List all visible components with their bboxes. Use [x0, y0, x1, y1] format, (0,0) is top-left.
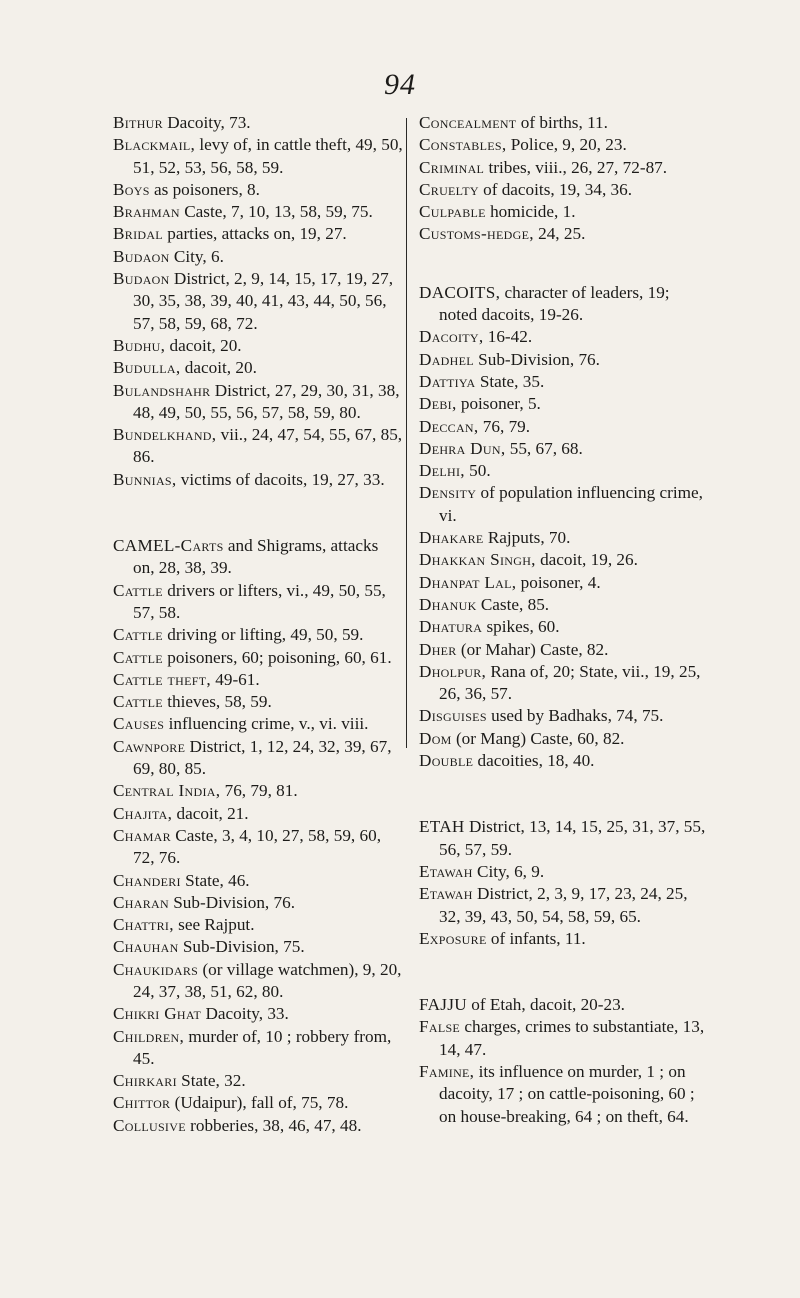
index-entry: [419, 572, 709, 594]
entry-headword: Dhanpat Lal,: [419, 572, 517, 592]
entry-references: poisoners, 60; poisoning, 60, 61.: [162, 647, 392, 667]
index-entry: [419, 179, 709, 201]
entry-headword: Customs-hedge,: [419, 224, 534, 244]
index-entry: [113, 870, 403, 892]
index-entry: [113, 268, 403, 335]
entry-references: (or Mang) Caste, 60, 82.: [451, 728, 625, 748]
entry-references: State, 35.: [475, 371, 545, 391]
entry-headword: Criminal: [419, 157, 485, 177]
index-entry: [419, 928, 709, 950]
index-entry: [113, 357, 403, 379]
entry-headword: Central India,: [113, 781, 221, 801]
entry-references: its influence on murder, 1 ; on dacoity, 17 ; on cattle-poisoning, 60 ; on house-breaking, 64 ; on theft, 64.: [439, 1061, 695, 1126]
index-entry: [419, 282, 709, 327]
entry-headword: Delhi,: [419, 461, 465, 481]
entry-references: of births, 11.: [516, 113, 608, 132]
entry-headword: Cawnpore: [113, 736, 186, 756]
entry-references: thieves, 58, 59.: [162, 692, 272, 712]
index-entry: [419, 157, 709, 179]
entry-headword: Famine,: [419, 1061, 475, 1081]
entry-headword: Cattle: [113, 647, 163, 667]
index-entry: [419, 994, 709, 1016]
index-entry: [419, 639, 709, 661]
entry-headword: Chittor: [113, 1093, 171, 1113]
entry-references: Caste, 3, 4, 10, 27, 58, 59, 60, 72, 76.: [133, 825, 381, 868]
entry-references: dacoit, 21.: [172, 803, 249, 823]
index-entry: [113, 179, 403, 201]
section-gap: [113, 491, 403, 535]
entry-references: homicide, 1.: [485, 202, 576, 222]
entry-headword: Brahman: [113, 202, 180, 222]
entry-headword: Chamar: [113, 825, 171, 845]
entry-headword: Bunnias,: [113, 469, 177, 489]
entry-headword: Dhanuk: [419, 594, 477, 614]
entry-headword: ETAH: [419, 817, 465, 837]
entry-headword: Cattle: [113, 625, 163, 645]
entry-headword: Dhakkan Singh,: [419, 550, 536, 570]
entry-headword: Bulandshahr: [113, 380, 211, 400]
entry-references: Caste, 7, 10, 13, 58, 59, 75.: [179, 202, 373, 222]
entry-references: Sub-Division, 76.: [473, 349, 600, 369]
index-entry: [419, 705, 709, 727]
entry-headword: Disguises: [419, 706, 487, 726]
index-entry: [113, 1003, 403, 1025]
entry-references: Sub-Division, 75.: [178, 937, 305, 957]
index-entry: [113, 112, 403, 134]
index-entry: [419, 416, 709, 438]
entry-references: District, 13, 14, 15, 25, 31, 37, 55, 56, 57, 59.: [439, 817, 706, 859]
entry-references: charges, crimes to substantiate, 13, 14, 47.: [439, 1017, 705, 1059]
entry-headword: Double: [419, 751, 474, 771]
entry-headword: Cattle: [113, 692, 163, 712]
entry-references: Sub-Division, 76.: [168, 892, 295, 912]
index-entry: [113, 335, 403, 357]
entry-headword: Bridal: [113, 224, 163, 244]
index-entry: [419, 1061, 709, 1128]
entry-references: (Udaipur), fall of, 75, 78.: [170, 1093, 349, 1113]
entry-references: State, 32.: [176, 1071, 246, 1091]
index-entry: [113, 469, 403, 491]
entry-headword: Dholpur,: [419, 661, 487, 681]
entry-references: (or Mahar) Caste, 82.: [456, 639, 609, 659]
index-entry: [113, 1026, 403, 1071]
entry-references: driving or lifting, 49, 50, 59.: [162, 625, 364, 645]
entry-references: vii., 24, 47, 54, 55, 67, 85, 86.: [133, 425, 403, 467]
entry-references: 16-42.: [483, 327, 533, 347]
index-entry: [113, 201, 403, 223]
entry-references: City, 6.: [169, 246, 224, 266]
entry-headword: Deccan,: [419, 416, 479, 436]
entry-references: tribes, viii., 26, 27, 72-87.: [484, 157, 668, 177]
entry-references: Rana of, 20; State, vii., 19, 25, 26, 36, 57.: [439, 661, 701, 704]
entry-references: dacoit, 20.: [165, 335, 242, 355]
index-entry: [419, 223, 709, 245]
index-entry: [419, 728, 709, 750]
index-entry: [113, 134, 403, 179]
index-entry: [419, 134, 709, 156]
entry-headword: Cattle: [113, 580, 163, 600]
index-entry: [419, 326, 709, 348]
index-entry: [419, 112, 709, 134]
entry-references: influencing crime, v., vi. viii.: [164, 714, 369, 734]
index-entry: [113, 223, 403, 245]
entry-references: 49-61.: [210, 669, 260, 689]
index-entry: [113, 736, 403, 781]
entry-headword: Density: [419, 483, 477, 503]
entry-headword: Dehra Dun,: [419, 438, 506, 458]
entry-headword: Etawah: [419, 861, 473, 881]
entry-references: Dacoity, 33.: [201, 1004, 289, 1024]
index-entry: [113, 959, 403, 1004]
entry-headword: FAJJU: [419, 995, 467, 1015]
entry-headword: Dacoity,: [419, 327, 484, 347]
index-entry: [419, 527, 709, 549]
index-entry: [113, 624, 403, 646]
entry-references: 55, 67, 68.: [505, 438, 583, 458]
index-column-right: [419, 112, 709, 1128]
entry-headword: Exposure: [419, 928, 487, 948]
entry-headword: Dadhel: [419, 349, 474, 369]
entry-headword: Cattle theft,: [113, 669, 211, 689]
entry-references: levy of, in cattle theft, 49, 50, 51, 52, 53, 56, 58, 59.: [133, 135, 403, 177]
entry-references: Police, 9, 20, 23.: [506, 135, 627, 155]
entry-headword: Causes: [113, 714, 165, 734]
entry-headword: Budulla,: [113, 358, 181, 378]
entry-headword: Constables,: [419, 135, 507, 155]
index-entry: [419, 816, 709, 861]
index-entry: [419, 549, 709, 571]
entry-references: spikes, 60.: [482, 617, 560, 637]
entry-references: State, 46.: [180, 870, 250, 890]
index-entry: [113, 669, 403, 691]
entry-references: as poisoners, 8.: [149, 179, 260, 199]
entry-headword: Chajita,: [113, 803, 173, 823]
entry-headword: False: [419, 1017, 461, 1037]
entry-references: and Shigrams, attacks on, 28, 38, 39.: [133, 536, 379, 578]
section-gap: [419, 950, 709, 994]
entry-headword: Debi,: [419, 394, 457, 414]
entry-headword: Concealment: [419, 113, 517, 132]
index-entry: [419, 482, 709, 527]
entry-headword: Dattiya: [419, 371, 476, 391]
index-entry: [113, 825, 403, 870]
section-gap: [419, 772, 709, 816]
entry-references: dacoities, 18, 40.: [473, 751, 595, 771]
entry-references: dacoit, 20.: [180, 358, 257, 378]
index-entry: [419, 1016, 709, 1061]
index-entry: [419, 861, 709, 883]
entry-references: Dacoity, 73.: [162, 113, 251, 132]
entry-references: dacoit, 19, 26.: [535, 550, 638, 570]
entry-references: poisoner, 4.: [516, 572, 601, 592]
entry-headword: Chaukidars: [113, 959, 199, 979]
index-entry: [113, 647, 403, 669]
index-entry: [113, 380, 403, 425]
entry-references: District, 27, 29, 30, 31, 38, 48, 49, 50, 55, 56, 57, 58, 59, 80.: [133, 380, 400, 422]
entry-references: Rajputs, 70.: [483, 528, 571, 548]
index-entry: [419, 349, 709, 371]
index-entry: [419, 393, 709, 415]
index-entry: [419, 460, 709, 482]
index-entry: [419, 616, 709, 638]
page-number: 94: [384, 68, 416, 101]
entry-references: victims of dacoits, 19, 27, 33.: [176, 469, 385, 489]
entry-headword: Dhakare: [419, 528, 484, 548]
entry-headword: Chikri Ghat: [113, 1004, 202, 1024]
entry-references: used by Badhaks, 74, 75.: [486, 706, 664, 726]
entry-headword: Etawah: [419, 884, 473, 904]
entry-headword: Chirkari: [113, 1071, 177, 1091]
entry-headword: Budaon: [113, 246, 170, 266]
entry-references: parties, attacks on, 19, 27.: [162, 224, 347, 244]
entry-references: District, 2, 3, 9, 17, 23, 24, 25, 32, 39, 43, 50, 54, 58, 59, 65.: [439, 884, 688, 926]
entry-headword: Culpable: [419, 202, 486, 222]
entry-headword: CAMEL-Carts: [113, 536, 224, 556]
column-divider: [406, 118, 407, 748]
index-entry: [419, 438, 709, 460]
index-entry: [419, 883, 709, 928]
entry-headword: Budhu,: [113, 335, 166, 355]
index-entry: [419, 371, 709, 393]
entry-references: of Etah, dacoit, 20-23.: [466, 995, 625, 1015]
entry-references: murder of, 10 ; robbery from, 45.: [133, 1026, 392, 1068]
index-entry: [113, 246, 403, 268]
entry-references: character of leaders, 19; noted dacoits, 19-26.: [439, 282, 670, 325]
entry-headword: Chanderi: [113, 870, 181, 890]
index-entry: [113, 914, 403, 936]
section-gap: [419, 246, 709, 282]
entry-references: Caste, 85.: [476, 594, 550, 614]
entry-references: drivers or lifters, vi., 49, 50, 55, 57, 58.: [133, 580, 386, 622]
entry-references: (or village watchmen), 9, 20, 24, 37, 38, 51, 62, 80.: [133, 959, 402, 1001]
entry-references: District, 1, 12, 24, 32, 39, 67, 69, 80, 85.: [133, 736, 392, 779]
index-entry: [113, 1092, 403, 1114]
entry-headword: Cruelty: [419, 179, 479, 199]
entry-headword: Charan: [113, 892, 169, 912]
index-entry: [113, 780, 403, 802]
entry-headword: Chauhan: [113, 937, 179, 957]
entry-headword: Children,: [113, 1026, 185, 1046]
index-entry: [113, 691, 403, 713]
entry-references: 76, 79, 81.: [220, 781, 298, 801]
entry-headword: Collusive: [113, 1115, 186, 1135]
entry-headword: DACOITS,: [419, 282, 501, 302]
entry-headword: Budaon: [113, 269, 170, 289]
entry-references: City, 6, 9.: [472, 861, 545, 881]
entry-headword: Bithur: [113, 113, 163, 132]
entry-references: 50.: [464, 461, 491, 481]
entry-references: of population influencing crime, vi.: [439, 483, 703, 525]
entry-headword: Dhatura: [419, 617, 483, 637]
index-entry: [419, 661, 709, 706]
index-entry: [113, 936, 403, 958]
entry-references: of dacoits, 19, 34, 36.: [478, 179, 633, 199]
entry-references: robberies, 38, 46, 47, 48.: [185, 1115, 362, 1135]
index-entry: [113, 803, 403, 825]
index-column-left: [113, 112, 403, 1137]
entry-headword: Dom: [419, 728, 452, 748]
index-entry: [113, 580, 403, 625]
entry-headword: Dher: [419, 639, 457, 659]
entry-references: 24, 25.: [533, 224, 586, 244]
index-entry: [113, 1070, 403, 1092]
entry-headword: Chattri,: [113, 915, 174, 935]
index-entry: [113, 1115, 403, 1137]
entry-headword: Bundelkhand,: [113, 425, 217, 445]
entry-headword: Blackmail,: [113, 135, 196, 155]
entry-references: see Rajput.: [173, 915, 255, 935]
index-entry: [113, 535, 403, 580]
index-entry: [419, 201, 709, 223]
entry-references: poisoner, 5.: [456, 394, 541, 414]
entry-references: District, 2, 9, 14, 15, 17, 19, 27, 30, 35, 38, 39, 40, 41, 43, 44, 50, 56, 57, 58, 59, 68, 72.: [133, 269, 394, 333]
index-entry: [419, 750, 709, 772]
entry-references: of infants, 11.: [486, 928, 586, 948]
index-entry: [113, 713, 403, 735]
entry-references: 76, 79.: [478, 416, 531, 436]
entry-headword: Boys: [113, 179, 150, 199]
index-entry: [113, 424, 403, 469]
index-entry: [113, 892, 403, 914]
index-entry: [419, 594, 709, 616]
